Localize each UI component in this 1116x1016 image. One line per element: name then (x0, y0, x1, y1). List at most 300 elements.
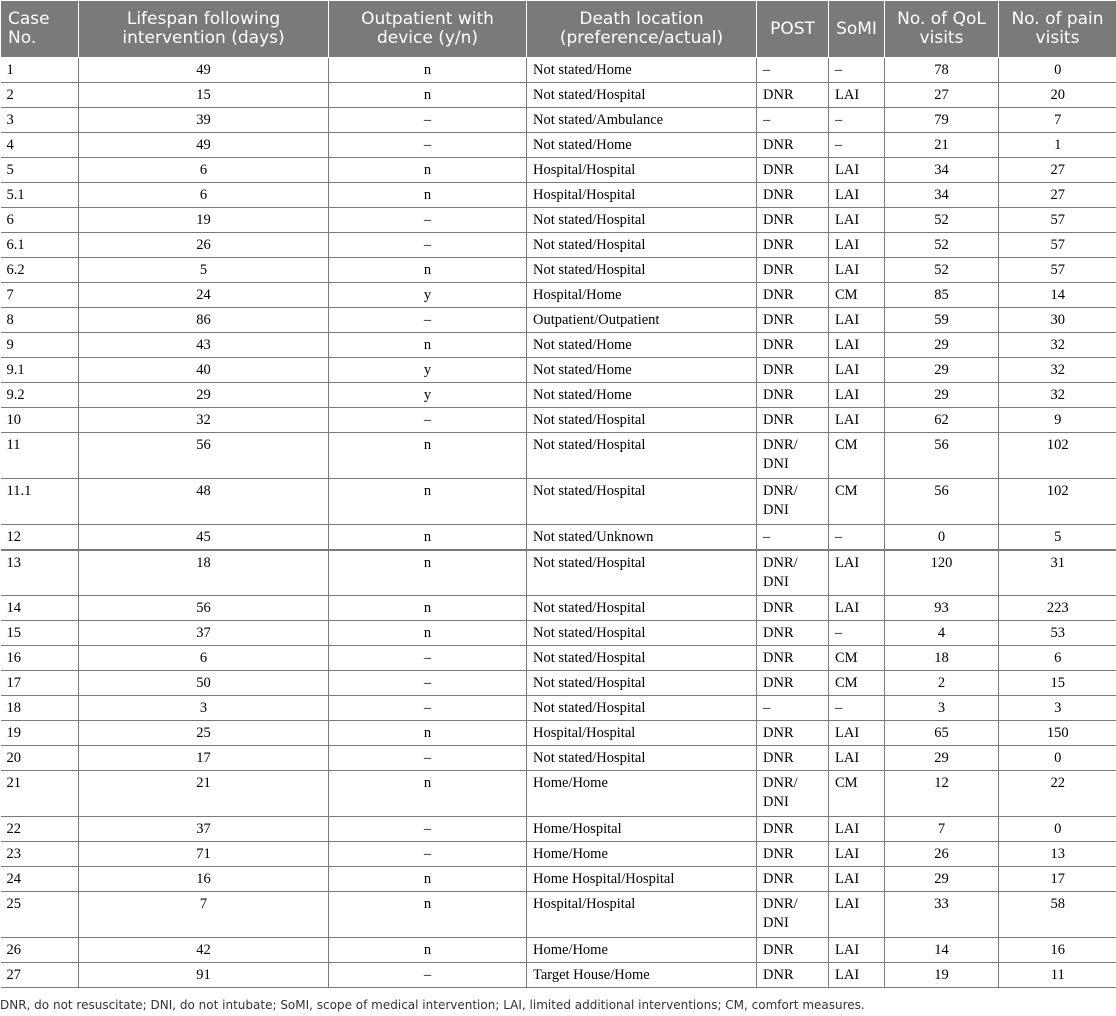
somi-cell: CM (829, 646, 885, 671)
qol-visits-cell: 0 (885, 525, 999, 550)
outpatient-device-cell: n (329, 867, 527, 892)
post-cell: – (757, 58, 829, 83)
outpatient-device-cell: n (329, 550, 527, 596)
table-row (1, 233, 1116, 258)
header-death-location (527, 1, 757, 58)
case-no-cell: 3 (1, 108, 79, 133)
outpatient-device-cell: – (329, 963, 527, 988)
case-no-cell: 22 (1, 817, 79, 842)
case-no-cell: 11 (1, 433, 79, 479)
pain-visits-cell: 31 (999, 550, 1116, 596)
post-cell: DNR (757, 333, 829, 358)
outpatient-device-cell: n (329, 258, 527, 283)
outpatient-device-cell: n (329, 596, 527, 621)
qol-visits-cell: 52 (885, 233, 999, 258)
table-body (1, 58, 1116, 988)
post-cell: DNR (757, 817, 829, 842)
pain-visits-cell: 16 (999, 938, 1116, 963)
case-no-cell: 18 (1, 696, 79, 721)
post-cell: DNR (757, 258, 829, 283)
somi-cell: LAI (829, 746, 885, 771)
header-line: No. (8, 28, 37, 48)
outpatient-device-cell: – (329, 646, 527, 671)
table-row (1, 721, 1116, 746)
table-row (1, 892, 1116, 938)
case-no-cell: 5 (1, 158, 79, 183)
death-location-cell: Not stated/Hospital (527, 233, 757, 258)
header-line: No. of QoL (897, 9, 986, 29)
case-no-cell: 6.2 (1, 258, 79, 283)
qol-visits-cell: 62 (885, 408, 999, 433)
header-qol-visits (885, 1, 999, 58)
outpatient-device-cell: – (329, 208, 527, 233)
post-cell: DNR (757, 596, 829, 621)
death-location-cell: Not stated/Hospital (527, 596, 757, 621)
outpatient-device-cell: n (329, 892, 527, 938)
outpatient-device-cell: – (329, 133, 527, 158)
somi-cell: LAI (829, 596, 885, 621)
post-cell: DNR (757, 233, 829, 258)
death-location-cell: Not stated/Hospital (527, 646, 757, 671)
outpatient-device-cell: n (329, 58, 527, 83)
outpatient-device-cell: n (329, 621, 527, 646)
table-row (1, 133, 1116, 158)
death-location-cell: Not stated/Home (527, 383, 757, 408)
death-location-cell: Not stated/Hospital (527, 408, 757, 433)
lifespan-cell: 56 (79, 596, 329, 621)
table-row (1, 208, 1116, 233)
table-row (1, 646, 1116, 671)
post-cell: DNR/ DNI (757, 479, 829, 525)
header-line: visits (1035, 28, 1080, 48)
qol-visits-cell: 7 (885, 817, 999, 842)
case-no-cell: 4 (1, 133, 79, 158)
outpatient-device-cell: n (329, 479, 527, 525)
case-no-cell: 26 (1, 938, 79, 963)
case-no-cell: 9.1 (1, 358, 79, 383)
qol-visits-cell: 120 (885, 550, 999, 596)
somi-cell: LAI (829, 208, 885, 233)
post-cell: DNR (757, 308, 829, 333)
lifespan-cell: 29 (79, 383, 329, 408)
lifespan-cell: 24 (79, 283, 329, 308)
pain-visits-cell: 57 (999, 233, 1116, 258)
qol-visits-cell: 59 (885, 308, 999, 333)
pain-visits-cell: 30 (999, 308, 1116, 333)
somi-cell: – (829, 133, 885, 158)
pain-visits-cell: 57 (999, 208, 1116, 233)
death-location-cell: Not stated/Hospital (527, 696, 757, 721)
post-cell: – (757, 525, 829, 550)
case-no-cell: 16 (1, 646, 79, 671)
pain-visits-cell: 0 (999, 817, 1116, 842)
header-line: Outpatient with (361, 9, 494, 29)
pain-visits-cell: 53 (999, 621, 1116, 646)
qol-visits-cell: 52 (885, 208, 999, 233)
post-cell: DNR (757, 83, 829, 108)
outpatient-device-cell: – (329, 746, 527, 771)
death-location-cell: Not stated/Hospital (527, 208, 757, 233)
post-cell: DNR (757, 621, 829, 646)
death-location-cell: Not stated/Hospital (527, 550, 757, 596)
death-location-cell: Hospital/Hospital (527, 892, 757, 938)
death-location-cell: Not stated/Home (527, 358, 757, 383)
pain-visits-cell: 20 (999, 83, 1116, 108)
pain-visits-cell: 57 (999, 258, 1116, 283)
qol-visits-cell: 29 (885, 746, 999, 771)
death-location-cell: Not stated/Hospital (527, 671, 757, 696)
death-location-cell: Not stated/Hospital (527, 621, 757, 646)
death-location-cell: Not stated/Home (527, 133, 757, 158)
table-row (1, 696, 1116, 721)
qol-visits-cell: 34 (885, 158, 999, 183)
death-location-cell: Home/Home (527, 771, 757, 817)
lifespan-cell: 7 (79, 892, 329, 938)
somi-cell: LAI (829, 817, 885, 842)
somi-cell: LAI (829, 383, 885, 408)
table-row (1, 963, 1116, 988)
somi-cell: LAI (829, 550, 885, 596)
somi-cell: CM (829, 283, 885, 308)
pain-visits-cell: 1 (999, 133, 1116, 158)
lifespan-cell: 37 (79, 621, 329, 646)
lifespan-cell: 18 (79, 550, 329, 596)
case-no-cell: 15 (1, 621, 79, 646)
death-location-cell: Not stated/Hospital (527, 83, 757, 108)
table-row (1, 408, 1116, 433)
case-no-cell: 27 (1, 963, 79, 988)
case-no-cell: 5.1 (1, 183, 79, 208)
qol-visits-cell: 29 (885, 383, 999, 408)
qol-visits-cell: 3 (885, 696, 999, 721)
post-cell: DNR (757, 842, 829, 867)
post-cell: DNR/ DNI (757, 433, 829, 479)
post-cell: DNR (757, 158, 829, 183)
outpatient-device-cell: n (329, 183, 527, 208)
table-header (1, 1, 1116, 58)
somi-cell: LAI (829, 308, 885, 333)
pain-visits-cell: 6 (999, 646, 1116, 671)
lifespan-cell: 5 (79, 258, 329, 283)
post-cell: DNR (757, 746, 829, 771)
case-no-cell: 6 (1, 208, 79, 233)
somi-cell: – (829, 58, 885, 83)
somi-cell: – (829, 525, 885, 550)
case-no-cell: 20 (1, 746, 79, 771)
outpatient-device-cell: – (329, 108, 527, 133)
death-location-cell: Home/Home (527, 938, 757, 963)
outpatient-device-cell: n (329, 158, 527, 183)
somi-cell: CM (829, 479, 885, 525)
death-location-cell: Not stated/Home (527, 333, 757, 358)
table-row (1, 333, 1116, 358)
lifespan-cell: 3 (79, 696, 329, 721)
table-row (1, 183, 1116, 208)
outpatient-device-cell: n (329, 721, 527, 746)
outpatient-device-cell: – (329, 233, 527, 258)
table-row (1, 308, 1116, 333)
pain-visits-cell: 0 (999, 746, 1116, 771)
qol-visits-cell: 78 (885, 58, 999, 83)
pain-visits-cell: 13 (999, 842, 1116, 867)
pain-visits-cell: 150 (999, 721, 1116, 746)
lifespan-cell: 49 (79, 133, 329, 158)
table-row (1, 621, 1116, 646)
header-line: Lifespan following (126, 9, 281, 29)
qol-visits-cell: 33 (885, 892, 999, 938)
table-row (1, 258, 1116, 283)
pain-visits-cell: 32 (999, 358, 1116, 383)
somi-cell: LAI (829, 333, 885, 358)
death-location-cell: Hospital/Hospital (527, 721, 757, 746)
table-row (1, 596, 1116, 621)
death-location-cell: Not stated/Home (527, 58, 757, 83)
qol-visits-cell: 29 (885, 867, 999, 892)
lifespan-cell: 17 (79, 746, 329, 771)
pain-visits-cell: 102 (999, 479, 1116, 525)
lifespan-cell: 50 (79, 671, 329, 696)
somi-cell: LAI (829, 83, 885, 108)
qol-visits-cell: 52 (885, 258, 999, 283)
lifespan-cell: 6 (79, 158, 329, 183)
table-row (1, 158, 1116, 183)
somi-cell: CM (829, 671, 885, 696)
somi-cell: LAI (829, 892, 885, 938)
pain-visits-cell: 14 (999, 283, 1116, 308)
outpatient-device-cell: – (329, 408, 527, 433)
post-cell: – (757, 696, 829, 721)
somi-cell: LAI (829, 408, 885, 433)
qol-visits-cell: 29 (885, 333, 999, 358)
pain-visits-cell: 5 (999, 525, 1116, 550)
table-row (1, 58, 1116, 83)
lifespan-cell: 49 (79, 58, 329, 83)
table-row (1, 746, 1116, 771)
pain-visits-cell: 3 (999, 696, 1116, 721)
outpatient-device-cell: – (329, 817, 527, 842)
pain-visits-cell: 32 (999, 333, 1116, 358)
outpatient-device-cell: – (329, 671, 527, 696)
pain-visits-cell: 0 (999, 58, 1116, 83)
header-line: (preference/actual) (559, 28, 724, 48)
table-row (1, 83, 1116, 108)
qol-visits-cell: 56 (885, 433, 999, 479)
case-no-cell: 23 (1, 842, 79, 867)
somi-cell: LAI (829, 233, 885, 258)
lifespan-cell: 71 (79, 842, 329, 867)
case-no-cell: 2 (1, 83, 79, 108)
death-location-cell: Home/Home (527, 842, 757, 867)
pain-visits-cell: 17 (999, 867, 1116, 892)
outpatient-device-cell: – (329, 308, 527, 333)
case-no-cell: 17 (1, 671, 79, 696)
header-line: No. of pain (1011, 9, 1104, 29)
post-cell: DNR (757, 646, 829, 671)
death-location-cell: Hospital/Hospital (527, 158, 757, 183)
header-line: Case (8, 9, 50, 29)
table-row (1, 817, 1116, 842)
qol-visits-cell: 93 (885, 596, 999, 621)
qol-visits-cell: 19 (885, 963, 999, 988)
outpatient-device-cell: y (329, 383, 527, 408)
pain-visits-cell: 58 (999, 892, 1116, 938)
lifespan-cell: 86 (79, 308, 329, 333)
post-cell: DNR (757, 867, 829, 892)
qol-visits-cell: 29 (885, 358, 999, 383)
case-no-cell: 13 (1, 550, 79, 596)
death-location-cell: Not stated/Hospital (527, 479, 757, 525)
header-somi (829, 1, 885, 58)
header-line: visits (919, 28, 964, 48)
case-no-cell: 14 (1, 596, 79, 621)
qol-visits-cell: 27 (885, 83, 999, 108)
death-location-cell: Hospital/Hospital (527, 183, 757, 208)
outpatient-device-cell: n (329, 83, 527, 108)
somi-cell: LAI (829, 358, 885, 383)
table-row (1, 867, 1116, 892)
post-cell: DNR (757, 408, 829, 433)
lifespan-cell: 48 (79, 479, 329, 525)
death-location-cell: Not stated/Ambulance (527, 108, 757, 133)
death-location-cell: Hospital/Home (527, 283, 757, 308)
table-row (1, 358, 1116, 383)
header-line: intervention (days) (122, 28, 285, 48)
qol-visits-cell: 18 (885, 646, 999, 671)
table-row (1, 842, 1116, 867)
case-no-cell: 21 (1, 771, 79, 817)
outpatient-device-cell: y (329, 283, 527, 308)
somi-cell: LAI (829, 963, 885, 988)
header-line: device (y/n) (376, 28, 479, 48)
qol-visits-cell: 14 (885, 938, 999, 963)
lifespan-cell: 37 (79, 817, 329, 842)
lifespan-cell: 26 (79, 233, 329, 258)
header-row (1, 1, 1116, 58)
table-row (1, 383, 1116, 408)
lifespan-cell: 21 (79, 771, 329, 817)
death-location-cell: Not stated/Hospital (527, 433, 757, 479)
header-case-no (1, 1, 79, 58)
lifespan-cell: 19 (79, 208, 329, 233)
table-row (1, 771, 1116, 817)
lifespan-cell: 91 (79, 963, 329, 988)
post-cell: – (757, 108, 829, 133)
case-no-cell: 9.2 (1, 383, 79, 408)
qol-visits-cell: 2 (885, 671, 999, 696)
somi-cell: LAI (829, 842, 885, 867)
outpatient-device-cell: – (329, 842, 527, 867)
lifespan-cell: 16 (79, 867, 329, 892)
pain-visits-cell: 7 (999, 108, 1116, 133)
qol-visits-cell: 12 (885, 771, 999, 817)
qol-visits-cell: 21 (885, 133, 999, 158)
somi-cell: CM (829, 433, 885, 479)
somi-cell: LAI (829, 183, 885, 208)
case-no-cell: 1 (1, 58, 79, 83)
case-no-cell: 11.1 (1, 479, 79, 525)
case-no-cell: 6.1 (1, 233, 79, 258)
lifespan-cell: 45 (79, 525, 329, 550)
header-line: Death location (579, 9, 704, 29)
pain-visits-cell: 27 (999, 183, 1116, 208)
pain-visits-cell: 22 (999, 771, 1116, 817)
table-row (1, 283, 1116, 308)
qol-visits-cell: 79 (885, 108, 999, 133)
pain-visits-cell: 11 (999, 963, 1116, 988)
lifespan-cell: 39 (79, 108, 329, 133)
outpatient-device-cell: n (329, 525, 527, 550)
post-cell: DNR/ DNI (757, 771, 829, 817)
qol-visits-cell: 85 (885, 283, 999, 308)
case-no-cell: 25 (1, 892, 79, 938)
death-location-cell: Home/Hospital (527, 817, 757, 842)
case-no-cell: 8 (1, 308, 79, 333)
header-lifespan (79, 1, 329, 58)
somi-cell: – (829, 108, 885, 133)
table-row (1, 108, 1116, 133)
post-cell: DNR (757, 963, 829, 988)
outpatient-device-cell: n (329, 771, 527, 817)
lifespan-cell: 25 (79, 721, 329, 746)
case-no-cell: 24 (1, 867, 79, 892)
lifespan-cell: 6 (79, 646, 329, 671)
qol-visits-cell: 34 (885, 183, 999, 208)
outpatient-device-cell: y (329, 358, 527, 383)
somi-cell: – (829, 696, 885, 721)
lifespan-cell: 56 (79, 433, 329, 479)
table-footnote: DNR, do not resuscitate; DNI, do not intubate; SoMI, scope of medical intervention; LAI, limited additional interventions; CM, comfort measures. (0, 998, 865, 1012)
post-cell: DNR (757, 358, 829, 383)
death-location-cell: Home Hospital/Hospital (527, 867, 757, 892)
table-row (1, 525, 1116, 550)
lifespan-cell: 15 (79, 83, 329, 108)
somi-cell: LAI (829, 938, 885, 963)
post-cell: DNR (757, 183, 829, 208)
pain-visits-cell: 102 (999, 433, 1116, 479)
post-cell: DNR (757, 283, 829, 308)
death-location-cell: Not stated/Hospital (527, 746, 757, 771)
post-cell: DNR (757, 671, 829, 696)
somi-cell: – (829, 621, 885, 646)
post-cell: DNR (757, 208, 829, 233)
case-no-cell: 7 (1, 283, 79, 308)
somi-cell: LAI (829, 258, 885, 283)
post-cell: DNR (757, 133, 829, 158)
post-cell: DNR/ DNI (757, 892, 829, 938)
lifespan-cell: 6 (79, 183, 329, 208)
header-pain-visits (999, 1, 1116, 58)
header-line: POST (770, 18, 815, 39)
lifespan-cell: 32 (79, 408, 329, 433)
outpatient-device-cell: n (329, 433, 527, 479)
somi-cell: LAI (829, 721, 885, 746)
qol-visits-cell: 26 (885, 842, 999, 867)
header-outpatient-device (329, 1, 527, 58)
header-line: SoMI (836, 18, 877, 39)
table-row (1, 938, 1116, 963)
pain-visits-cell: 32 (999, 383, 1116, 408)
somi-cell: LAI (829, 867, 885, 892)
outpatient-device-cell: – (329, 696, 527, 721)
case-no-cell: 9 (1, 333, 79, 358)
header-post (757, 1, 829, 58)
pain-visits-cell: 9 (999, 408, 1116, 433)
post-cell: DNR (757, 938, 829, 963)
table-row (1, 671, 1116, 696)
post-cell: DNR (757, 383, 829, 408)
somi-cell: LAI (829, 158, 885, 183)
death-location-cell: Outpatient/Outpatient (527, 308, 757, 333)
